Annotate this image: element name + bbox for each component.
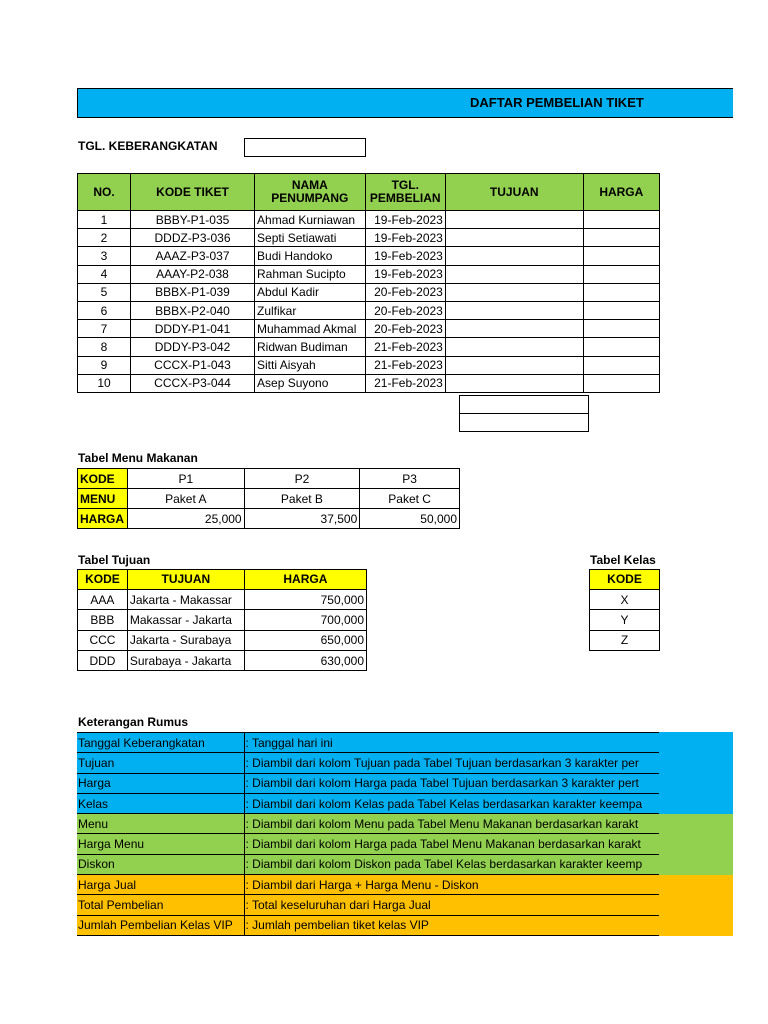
- tujuan-harga: 650,000: [244, 630, 366, 650]
- keterangan-desc: : Total keseluruhan dari Harga Jual: [244, 895, 659, 915]
- keterangan-label: Harga: [77, 773, 244, 793]
- row-harga[interactable]: [583, 320, 659, 338]
- list-item: [77, 733, 659, 753]
- row-no: 1: [78, 211, 131, 229]
- list-item: [77, 773, 659, 793]
- keterangan-desc: : Jumlah pembelian tiket kelas VIP: [244, 915, 659, 935]
- row-harga[interactable]: [583, 283, 659, 301]
- row-nama: Abdul Kadir: [255, 283, 366, 301]
- row-no: 3: [78, 247, 131, 265]
- keterangan-desc: : Diambil dari kolom Harga pada Tabel Tujuan berdasarkan 3 karakter pert: [244, 773, 659, 793]
- row-kode-tiket: DDDZ-P3-036: [131, 229, 255, 247]
- row-kode-tiket: BBBX-P1-039: [131, 283, 255, 301]
- row-tgl-pembelian: 21-Feb-2023: [365, 356, 445, 374]
- menu-name-cell: Paket A: [127, 489, 244, 509]
- table-row: [78, 650, 367, 670]
- tujuan-kode: DDD: [78, 650, 128, 670]
- tujuan-header-harga: HARGA: [244, 570, 366, 590]
- row-nama: Asep Suyono: [255, 374, 366, 392]
- keterangan-band-blue: [659, 732, 733, 814]
- row-tgl-pembelian: 21-Feb-2023: [365, 338, 445, 356]
- row-nama: Ridwan Budiman: [255, 338, 366, 356]
- keterangan-label: Jumlah Pembelian Kelas VIP: [77, 915, 244, 935]
- row-tgl-pembelian: 19-Feb-2023: [365, 211, 445, 229]
- tujuan-harga: 630,000: [244, 650, 366, 670]
- table-row: [78, 301, 660, 319]
- row-nama: Muhammad Akmal: [255, 320, 366, 338]
- kelas-kode: Y: [590, 610, 660, 630]
- row-harga[interactable]: [583, 301, 659, 319]
- keterangan-desc: : Diambil dari Harga + Harga Menu - Diskon: [244, 875, 659, 895]
- row-kode-tiket: DDDY-P3-042: [131, 338, 255, 356]
- table-row: [78, 265, 660, 283]
- tujuan-table-title: Tabel Tujuan: [78, 553, 151, 567]
- kelas-table-title: Tabel Kelas: [590, 553, 656, 567]
- row-harga[interactable]: [583, 229, 659, 247]
- tujuan-harga: 700,000: [244, 610, 366, 630]
- keterangan-desc: : Diambil dari kolom Diskon pada Tabel Kelas berdasarkan karakter keemp: [244, 854, 659, 874]
- row-tujuan[interactable]: [445, 211, 583, 229]
- list-item: [77, 753, 659, 773]
- row-nama: Budi Handoko: [255, 247, 366, 265]
- row-nama: Septi Setiawati: [255, 229, 366, 247]
- row-no: 2: [78, 229, 131, 247]
- row-tgl-pembelian: 19-Feb-2023: [365, 265, 445, 283]
- row-no: 8: [78, 338, 131, 356]
- menu-name-cell: Paket B: [244, 489, 360, 509]
- list-item: [77, 793, 659, 813]
- row-no: 6: [78, 301, 131, 319]
- kelas-kode: X: [590, 590, 660, 610]
- menu-table: [77, 468, 460, 529]
- row-kode-tiket: AAAZ-P3-037: [131, 247, 255, 265]
- table-row: [78, 590, 367, 610]
- keterangan-desc: : Diambil dari kolom Menu pada Tabel Menu Makanan berdasarkan karakt: [244, 814, 659, 834]
- list-item: [77, 854, 659, 874]
- row-tgl-pembelian: 19-Feb-2023: [365, 229, 445, 247]
- table-row: [78, 610, 367, 630]
- row-nama: Zulfikar: [255, 301, 366, 319]
- menu-price-cell: 37,500: [244, 509, 360, 529]
- keterangan-label: Kelas: [77, 793, 244, 813]
- keterangan-title: Keterangan Rumus: [78, 715, 189, 729]
- col-header-tujuan: TUJUAN: [445, 174, 583, 211]
- keterangan-label: Tujuan: [77, 753, 244, 773]
- row-harga[interactable]: [583, 338, 659, 356]
- table-row: [590, 630, 660, 650]
- row-tujuan[interactable]: [445, 301, 583, 319]
- keterangan-desc: : Diambil dari kolom Harga pada Tabel Menu Makanan berdasarkan karakt: [244, 834, 659, 854]
- list-item: [77, 834, 659, 854]
- keterangan-desc: : Diambil dari kolom Kelas pada Tabel Kelas berdasarkan karakter keempa: [244, 793, 659, 813]
- menu-kode-cell: P3: [360, 469, 460, 489]
- row-kode-tiket: BBBX-P2-040: [131, 301, 255, 319]
- menu-price-cell: 50,000: [360, 509, 460, 529]
- departure-date-label: TGL. KEBERANGKATAN: [78, 139, 218, 153]
- keterangan-label: Tanggal Keberangkatan: [77, 733, 244, 753]
- table-row: [590, 610, 660, 630]
- col-header-harga: HARGA: [583, 174, 659, 211]
- row-tujuan[interactable]: [445, 283, 583, 301]
- row-no: 10: [78, 374, 131, 392]
- row-tujuan[interactable]: [445, 265, 583, 283]
- row-no: 7: [78, 320, 131, 338]
- table-row: [78, 229, 660, 247]
- row-tgl-pembelian: 19-Feb-2023: [365, 247, 445, 265]
- tujuan-kode: BBB: [78, 610, 128, 630]
- menu-kode-cell: P1: [127, 469, 244, 489]
- kelas-header-kode: KODE: [590, 570, 660, 590]
- row-tujuan[interactable]: [445, 374, 583, 392]
- kelas-table: [589, 569, 660, 651]
- row-kode-tiket: CCCX-P1-043: [131, 356, 255, 374]
- table-row: [78, 283, 660, 301]
- tujuan-kode: CCC: [78, 630, 128, 650]
- row-kode-tiket: DDDY-P1-041: [131, 320, 255, 338]
- row-tgl-pembelian: 20-Feb-2023: [365, 283, 445, 301]
- row-nama: Ahmad Kurniawan: [255, 211, 366, 229]
- menu-row-label-harga: HARGA: [78, 509, 128, 529]
- keterangan-table: [77, 732, 659, 936]
- table-row: [78, 356, 660, 374]
- list-item: [77, 875, 659, 895]
- list-item: [77, 895, 659, 915]
- row-harga[interactable]: [583, 211, 659, 229]
- keterangan-band-orange: [659, 875, 733, 936]
- keterangan-label: Harga Menu: [77, 834, 244, 854]
- col-header-no: NO.: [78, 174, 131, 211]
- row-no: 9: [78, 356, 131, 374]
- menu-row-label-menu: MENU: [78, 489, 128, 509]
- summary-cell-2[interactable]: [460, 414, 589, 432]
- row-tujuan[interactable]: [445, 356, 583, 374]
- row-tgl-pembelian: 21-Feb-2023: [365, 374, 445, 392]
- row-tujuan[interactable]: [445, 247, 583, 265]
- menu-kode-cell: P2: [244, 469, 360, 489]
- row-harga[interactable]: [583, 356, 659, 374]
- table-row: [590, 590, 660, 610]
- row-tgl-pembelian: 20-Feb-2023: [365, 320, 445, 338]
- col-header-kode: KODE TIKET: [131, 174, 255, 211]
- tujuan-harga: 750,000: [244, 590, 366, 610]
- row-harga[interactable]: [583, 374, 659, 392]
- row-kode-tiket: AAAY-P2-038: [131, 265, 255, 283]
- keterangan-label: Menu: [77, 814, 244, 834]
- col-header-nama: NAMA PENUMPANG: [255, 174, 366, 211]
- row-nama: Rahman Sucipto: [255, 265, 366, 283]
- table-row: [78, 247, 660, 265]
- row-tujuan[interactable]: [445, 338, 583, 356]
- row-no: 5: [78, 283, 131, 301]
- row-harga[interactable]: [583, 265, 659, 283]
- menu-table-title: Tabel Menu Makanan: [78, 451, 198, 465]
- summary-cells: [459, 395, 589, 432]
- row-nama: Sitti Aisyah: [255, 356, 366, 374]
- list-item: [77, 814, 659, 834]
- row-tujuan[interactable]: [445, 320, 583, 338]
- row-tujuan[interactable]: [445, 229, 583, 247]
- table-row: [78, 211, 660, 229]
- row-kode-tiket: CCCX-P3-044: [131, 374, 255, 392]
- tujuan-rute: Jakarta - Surabaya: [127, 630, 244, 650]
- table-row: [78, 338, 660, 356]
- menu-row-label-kode: KODE: [78, 469, 128, 489]
- row-tgl-pembelian: 20-Feb-2023: [365, 301, 445, 319]
- page-title: DAFTAR PEMBELIAN TIKET: [470, 95, 644, 110]
- row-no: 4: [78, 265, 131, 283]
- keterangan-desc: : Tanggal hari ini: [244, 733, 659, 753]
- keterangan-band-green: [659, 814, 733, 875]
- table-row: [78, 320, 660, 338]
- summary-cell-1[interactable]: [460, 396, 589, 414]
- tujuan-rute: Makassar - Jakarta: [127, 610, 244, 630]
- table-row: [78, 630, 367, 650]
- tujuan-kode: AAA: [78, 590, 128, 610]
- tujuan-header-tujuan: TUJUAN: [127, 570, 244, 590]
- tujuan-table: [77, 569, 367, 671]
- departure-date-input[interactable]: [244, 138, 366, 157]
- row-harga[interactable]: [583, 247, 659, 265]
- table-row: [78, 374, 660, 392]
- kelas-kode: Z: [590, 630, 660, 650]
- tujuan-header-kode: KODE: [78, 570, 128, 590]
- keterangan-desc: : Diambil dari kolom Tujuan pada Tabel Tujuan berdasarkan 3 karakter per: [244, 753, 659, 773]
- col-header-tgl: TGL. PEMBELIAN: [365, 174, 445, 211]
- menu-price-cell: 25,000: [127, 509, 244, 529]
- keterangan-label: Total Pembelian: [77, 895, 244, 915]
- keterangan-label: Harga Jual: [77, 875, 244, 895]
- ticket-table: [77, 173, 660, 393]
- tujuan-rute: Surabaya - Jakarta: [127, 650, 244, 670]
- menu-name-cell: Paket C: [360, 489, 460, 509]
- keterangan-label: Diskon: [77, 854, 244, 874]
- tujuan-rute: Jakarta - Makassar: [127, 590, 244, 610]
- list-item: [77, 915, 659, 935]
- row-kode-tiket: BBBY-P1-035: [131, 211, 255, 229]
